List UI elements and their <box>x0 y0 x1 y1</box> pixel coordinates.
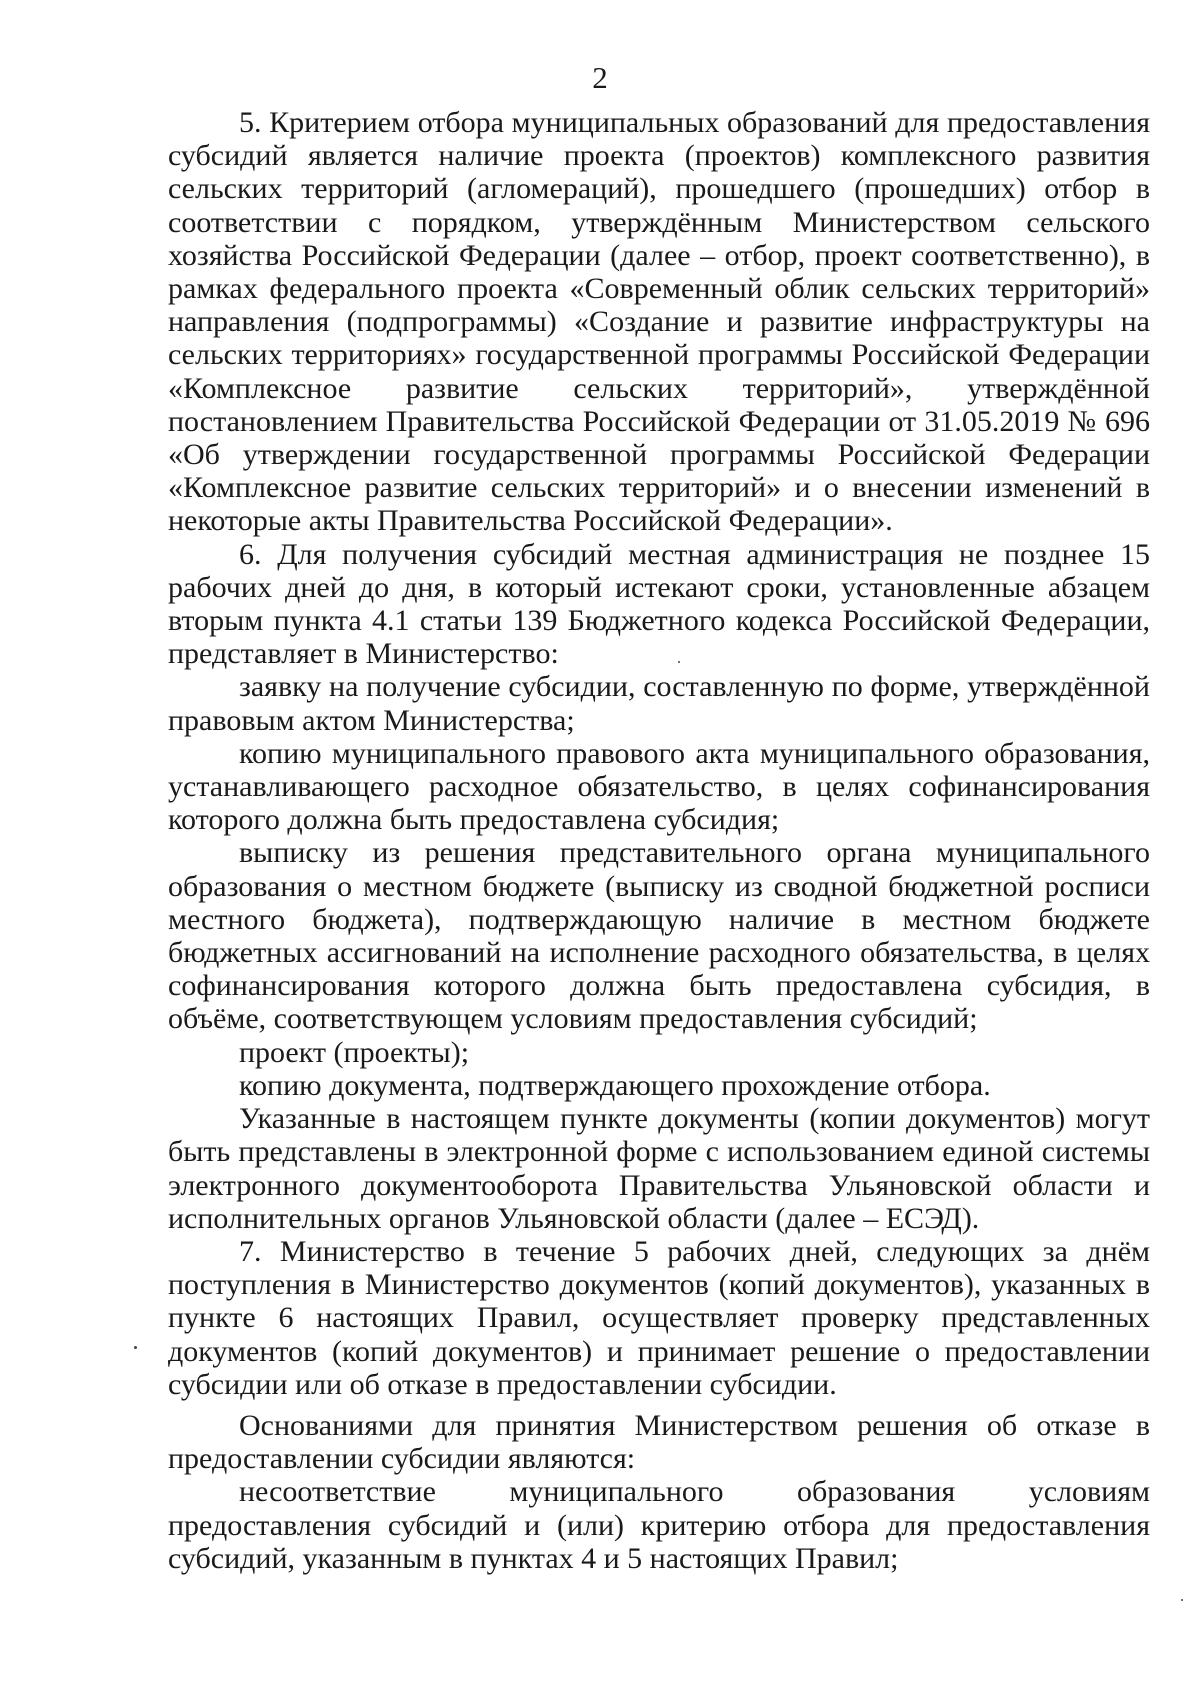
paragraph-clause-7: 7. Министерство в течение 5 рабочих дней, следующих за днём поступления в Министерство документов (копий документов), указанных в пункте 6 настоящих Правил, осуществляет проверку представленных документов (копий документов) и принимает решение о предоставлении субсидии или об отказе в предоставлении субсидии. <box>168 1234 1150 1401</box>
scan-speck <box>678 661 680 663</box>
paragraph-refusal-grounds: Основаниями для принятия Министерством решения об отказе в предоставлении субсидии являются: <box>168 1408 1150 1476</box>
paragraph-application: заявку на получение субсидии, составленную по форме, утверждённой правовым актом Министерства; <box>168 670 1150 737</box>
page-number: 2 <box>592 60 608 95</box>
document-body <box>168 106 1150 1575</box>
paragraph-selection-document: копию документа, подтверждающего прохождение отбора. <box>239 1068 991 1102</box>
paragraph-clause-5: 5. Критерием отбора муниципальных образований для предоставления субсидий является наличие проекта (проектов) комплексного развития сельских территорий (агломераций), прошедшего (прошедших) отбор в соответствии с порядком, утверждённым Министерством сельского хозяйства Российской Федерации (далее – отбор, проект соответственно), в рамках федерального проекта «Современный облик сельских территорий» направления (подпрограммы) «Создание и развитие инфраструктуры на сельских территориях» государственной программы Российской Федерации «Комплексное развитие сельских территорий», утверждённой постановлением Правительства Российской Федерации от 31.05.2019 № 696 «Об утверждении государственной программы Российской Федерации «Комплексное развитие сельских территорий» и о внесении изменений в некоторые акты Правительства Российской Федерации». <box>168 106 1150 538</box>
scan-speck <box>1181 1599 1183 1601</box>
paragraph-clause-6: 6. Для получения субсидий местная администрация не позднее 15 рабочих дней до дня, в который истекают сроки, установленные абзацем вторым пункта 4.1 статьи 139 Бюджетного кодекса Российской Федерации, представляет в Министерство: <box>168 537 1150 671</box>
paragraph-projects: проект (проекты); <box>239 1035 470 1069</box>
paragraph-nonconformity: несоответствие муниципального образования условиям предоставления субсидий и (или) критерию отбора для предоставления субсидий, указанным в пунктах 4 и 5 настоящих Правил; <box>168 1475 1150 1575</box>
paragraph-budget-extract: выписку из решения представительного органа муниципального образования о местном бюджете (выписку из сводной бюджетной росписи местного бюджета), подтверждающую наличие в местном бюджете бюджетных ассигнований на исполнение расходного обязательства, в целях софинансирования которого должна быть предоставлена субсидия, в объёме, соответствующем условиям предоставления субсидий; <box>168 836 1150 1036</box>
scan-speck <box>134 1346 137 1349</box>
paragraph-legal-act-copy: копию муниципального правового акта муниципального образования, устанавливающего расходное обязательство, в целях софинансирования которого должна быть предоставлена субсидия; <box>168 736 1150 837</box>
paragraph-electronic-submission: Указанные в настоящем пункте документы (копии документов) могут быть представлены в электронной форме с использованием единой системы электронного документооборота Правительства Ульяновской области и исполнительных органов Ульяновской области (далее – ЕСЭД). <box>168 1102 1150 1235</box>
